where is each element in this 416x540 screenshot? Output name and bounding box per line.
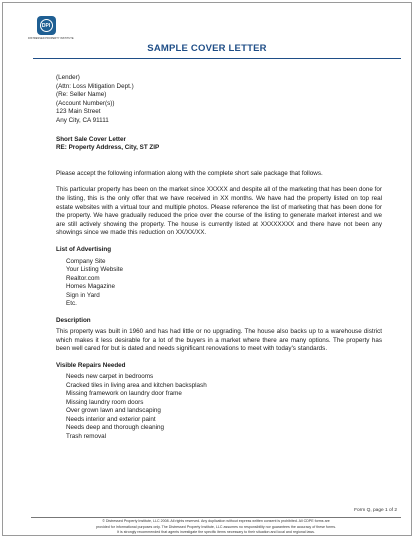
- list-item: Trash removal: [66, 432, 107, 440]
- document-page: [2, 2, 412, 536]
- list-item: Company Site: [66, 257, 106, 265]
- list-item: Sign in Yard: [66, 291, 100, 299]
- advertising-list: [56, 258, 382, 309]
- list-item: Needs interior and exterior paint: [66, 415, 156, 423]
- recipient-address: [56, 74, 382, 126]
- footer-line: © Distressed Property Institute, LLC 2008. All rights reserved. Any duplication without express written consent is prohibited. All CDPE forms are: [102, 519, 330, 523]
- logo-mark-icon: [37, 16, 56, 35]
- footer-line: provided for informational purposes only. The Distressed Property Institute, LLC assumes no responsibility nor guarantees the accuracy of these forms.: [96, 524, 336, 529]
- address-line: (Lender): [56, 74, 80, 81]
- list-item: Needs deep and thorough cleaning: [66, 424, 165, 432]
- company-logo: [28, 16, 74, 40]
- address-line: (Re: Seller Name): [56, 91, 107, 99]
- document-title: SAMPLE COVER LETTER: [147, 43, 267, 54]
- list-item: Missing framework on laundry door frame: [66, 390, 182, 398]
- list-item: Over grown lawn and landscaping: [66, 407, 161, 415]
- repairs-heading: Visible Repairs Needed: [56, 361, 126, 369]
- logo-mark-letters: DPI: [40, 19, 53, 32]
- list-item: Needs new carpet in bedrooms: [66, 373, 154, 381]
- list-item: Realtor.com: [66, 274, 100, 282]
- letter-content: [56, 74, 382, 441]
- page-footer: [31, 517, 401, 535]
- address-line: 123 Main Street: [56, 108, 101, 116]
- description-paragraph: This property was built in 1960 and has had little or no upgrading. The house also backs up to a warehouse district which makes it less desirable for a lot of the buyers in a market where there are many options. The property has been well cared for but is dated and needs significant renovations to meet with today's standards.: [56, 328, 382, 353]
- logo-text: DISTRESSED PROPERTY INSTITUTE: [28, 37, 74, 40]
- subject-line: Short Sale Cover Letter: [56, 135, 126, 143]
- repairs-list: [56, 373, 382, 441]
- list-item: Homes Magazine: [66, 283, 115, 290]
- advertising-heading: List of Advertising: [56, 245, 112, 253]
- body-paragraph: This particular property has been on the market since XXXXX and despite all of the marketing that has been done for the listing, this is the only offer that we have received in XX months. We have had the property listed on top real estate websites with a virtual tour and multiple photos. Please reference the list of marketing that has been done for the property. We have gradually reduced the price over the course of the listing to generate market interest and we are still actively showing the property. The house is currently listed at XXXXXXXX and there have not been any showings since we made this reduction on XX/XX/XX.: [56, 186, 382, 237]
- address-line: Any City, CA 91111: [56, 116, 109, 124]
- title-rule: [33, 58, 401, 59]
- intro-paragraph: Please accept the following information along with the complete short sale package that follows.: [56, 169, 323, 177]
- form-number: Form Q, page 1 of 2: [354, 508, 397, 513]
- list-item: Missing laundry room doors: [66, 398, 144, 406]
- description-heading: Description: [56, 316, 91, 324]
- address-line: (Attn: Loss Mitigation Dept.): [56, 82, 134, 90]
- list-item: Your Listing Website: [66, 266, 124, 273]
- footer-line: It is strongly recommended that agents investigate the specific items necessary to their situation and local and regional laws.: [117, 530, 315, 535]
- address-line: (Account Number(s)): [56, 99, 115, 107]
- list-item: Etc.: [66, 300, 77, 307]
- subject-re: RE: Property Address, City, ST ZIP: [56, 144, 160, 152]
- list-item: Cracked tiles in living area and kitchen backsplash: [66, 381, 207, 389]
